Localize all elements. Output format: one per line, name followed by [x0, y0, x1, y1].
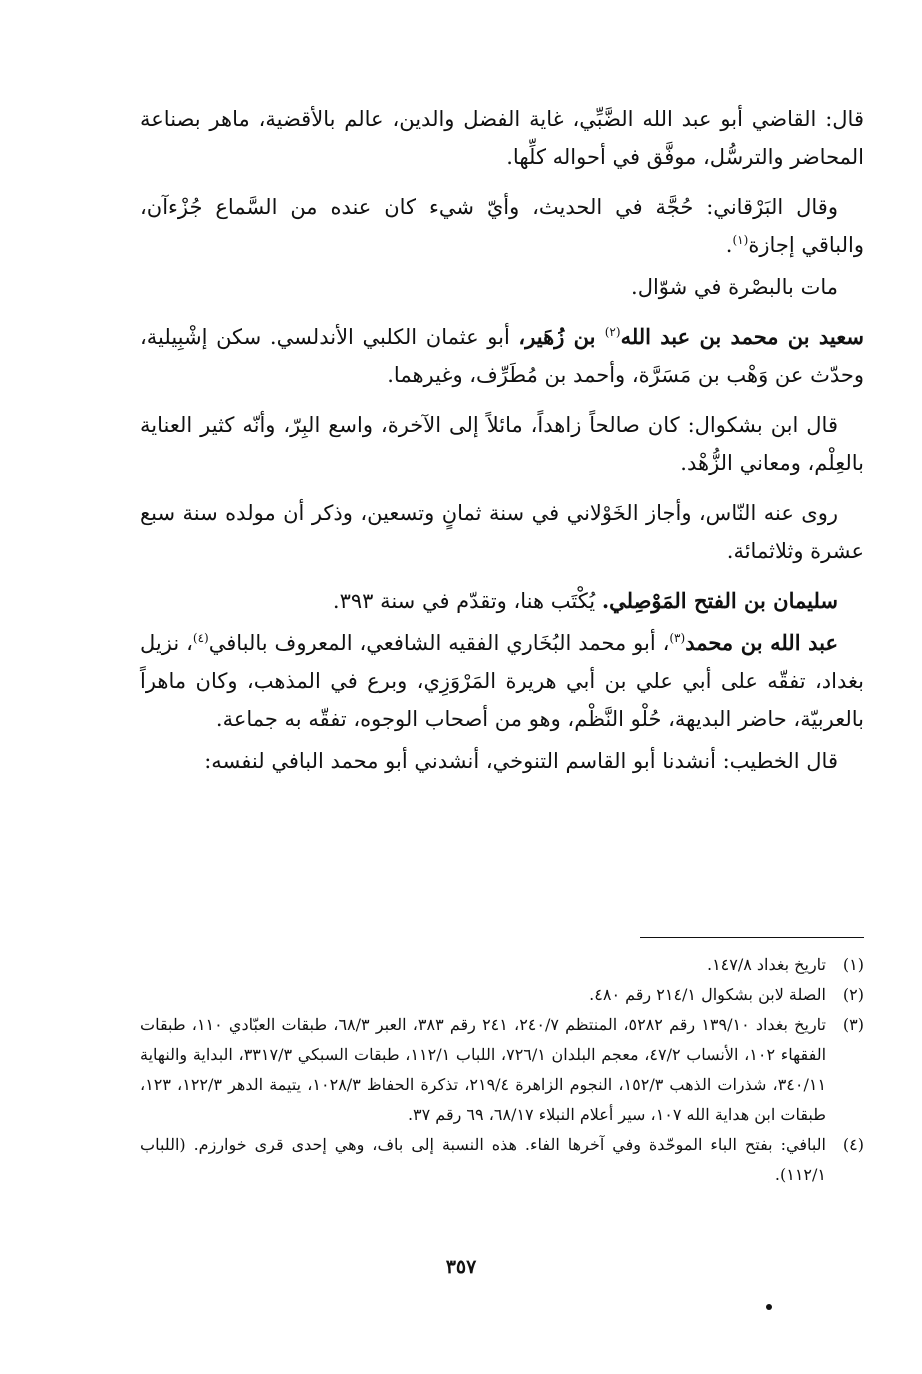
- paragraph-death: [140, 268, 864, 306]
- paragraph-text: أبو عثمان الكلبي الأندلسي. سكن إشْبِيلية، وحدّث عن وَهْب بن مَسَرَّة، وأحمد بن مُطَرِّف، وغيرهما.: [140, 325, 864, 387]
- print-mark: [766, 1304, 772, 1310]
- footnote-text: تاريخ بغداد ١٤٧/٨.: [706, 955, 826, 974]
- paragraph-text: مات بالبصْرة في شوّال.: [631, 275, 838, 299]
- entry-name: سليمان بن الفتح المَوْصِلي.: [601, 588, 838, 613]
- footnote-number: (٤): [842, 1135, 864, 1154]
- footnote-2: [140, 980, 864, 1010]
- page-number: ٣٥٧: [445, 1256, 477, 1278]
- paragraph-khatib: [140, 742, 864, 780]
- paragraph-text: روى عنه النّاس، وأجاز الخَوْلاني في سنة ثمانٍ وتسعين، وذكر أن مولده سنة سبع عشرة وثلاثمائة.: [140, 501, 864, 563]
- paragraph-end: .: [725, 233, 733, 257]
- entry-name-cont: بن زُهَير،: [518, 324, 605, 349]
- footnote-1: [140, 950, 864, 980]
- footnote-ref: (٤): [192, 631, 209, 645]
- paragraph-text: وقال البَرْقاني: حُجَّة في الحديث، وأيّ شيء كان عنده من السَّماع جُزْءآن، والباقي إجازة: [140, 195, 864, 257]
- paragraph-text: قال الخطيب: أنشدنا أبو القاسم التنوخي، أنشدني أبو محمد البافي لنفسه:: [204, 749, 838, 773]
- footnote-number: (٣): [842, 1015, 864, 1034]
- footnote-text: البافي: بفتح الباء الموحّدة وفي آخرها الفاء. هذه النسبة إلى باف، وهي إحدى قرى خوارزم. (اللباب ١١٢/١).: [140, 1135, 826, 1184]
- footnote-number: (١): [842, 955, 864, 974]
- paragraph-text: قال: القاضي أبو عبد الله الضَّبِّي، غاية الفضل والدين، عالم بالأقضية، ماهر بصناعة المحاضر والترسُّل، موفَّق في أحواله كلِّها.: [140, 107, 864, 169]
- paragraph-dabbi: [140, 100, 864, 176]
- entry-sulayman: [140, 582, 864, 620]
- footnote-4: [140, 1130, 864, 1190]
- paragraph-ibn-bashkuwal: [140, 406, 864, 482]
- footnote-text: الصلة لابن بشكوال ٢١٤/١ رقم ٤٨٠.: [589, 985, 826, 1004]
- entry-name: عبد الله بن محمد: [685, 630, 838, 655]
- footnote-ref: (٢): [604, 325, 621, 339]
- paragraph-narration: [140, 494, 864, 570]
- paragraph-text: ، أبو محمد البُخَاري الفقيه الشافعي، المعروف بالبافي: [208, 631, 670, 655]
- entry-abdullah-ibn-muhammad: [140, 624, 864, 738]
- footnote-divider: [640, 937, 864, 938]
- footnote-number: (٢): [842, 985, 864, 1004]
- paragraph-text: يُكْتَب هنا، وتقدّم في سنة ٣٩٣.: [332, 589, 602, 613]
- footnote-3: [140, 1010, 864, 1130]
- footnote-ref: (١): [732, 233, 749, 247]
- entry-name: سعيد بن محمد بن عبد الله: [620, 324, 864, 349]
- footnote-ref: (٣): [669, 631, 686, 645]
- main-text: [140, 100, 864, 780]
- paragraph-text-cont: ، نزيل بغداد، تفقّه على أبي علي بن أبي هريرة المَرْوَزِي، وبرع في المذهب، وكان ماهراً بالعربيّة، حاضر البديهة، حُلْو النَّظْم، وهو من أصحاب الوجوه، تفقّه به جماعة.: [140, 631, 864, 731]
- footnote-text: تاريخ بغداد ١٣٩/١٠ رقم ٥٢٨٢، المنتظم ٢٤٠/٧، ٢٤١ رقم ٣٨٣، العبر ٦٨/٣، طبقات العبّادي ١١٠، طبقات الفقهاء ١٠٢، الأنساب ٤٧/٢، معجم البلدان ٧٢٦/١، اللباب ١١٢/١، طبقات السبكي ٣٣١٧/٣، البداية والنهاية ٣٤٠/١١، شذرات الذهب ١٥٢/٣، النجوم الزاهرة ٢١٩/٤، تذكرة الحفاظ ١٠٢٨/٣، يتيمة الدهر ١٢٢/٣، ١٢٣، طبقات ابن هداية الله ١٠٧، سير أعلام النبلاء ٦٨/١٧، ٦٩ رقم ٣٧.: [140, 1015, 827, 1124]
- paragraph-barqani: [140, 188, 864, 264]
- paragraph-text: قال ابن بشكوال: كان صالحاً زاهداً، مائلاً إلى الآخرة، واسع البِرّ، وأنّه كثير العناية بالعِلْم، ومعاني الزُّهْد.: [140, 413, 864, 475]
- entry-said-ibn-muhammad: [140, 318, 864, 394]
- footnotes: [140, 950, 864, 1190]
